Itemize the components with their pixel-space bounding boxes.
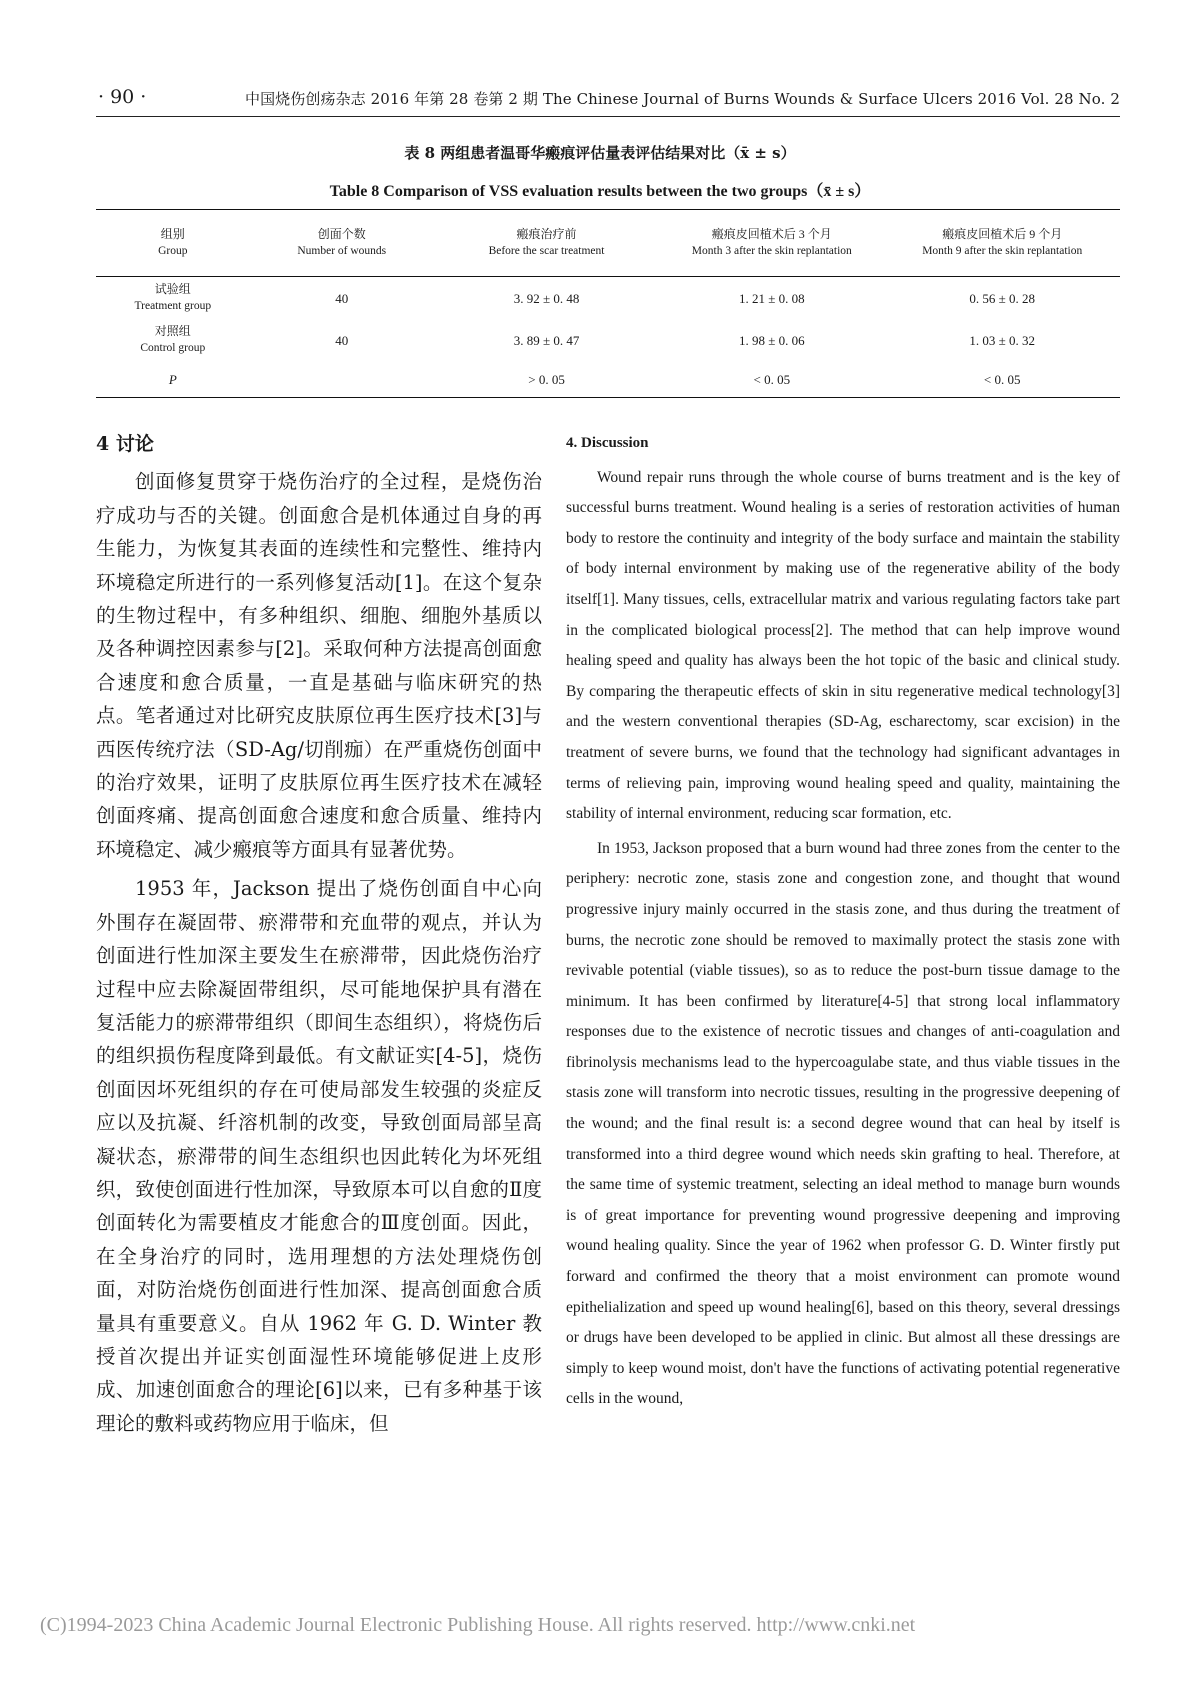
header-rule bbox=[96, 116, 1120, 117]
chinese-column bbox=[96, 428, 542, 1440]
running-header: 中国烧伤创疡杂志 2016 年第 28 卷第 2 期 The Chinese Journal of Burns Wounds & Surface Ulcers 2016 Vol. 28 No. 2 bbox=[244, 90, 1120, 108]
paragraph-zh-2: 1953 年，Jackson 提出了烧伤创面自中心向外围存在凝固带、瘀滞带和充血带的观点，并认为创面进行性加深主要发生在瘀滞带，因此烧伤治疗过程中应去除凝固带组织，尽可能地保护具有潜在复活能力的瘀滞带组织（即间生态组织），将烧伤后的组织损伤程度降到最低。有文献证实[4-5]，烧伤创面因坏死组织的存在可使局部发生较强的炎症反应以及抗凝、纤溶机制的改变，导致创面局部呈高凝状态，瘀滞带的间生态组织也因此转化为坏死组织，致使创面进行性加深，导致原本可以自愈的Ⅱ度创面转化为需要植皮才能愈合的Ⅲ度创面。因此，在全身治疗的同时，选用理想的方法处理烧伤创面，对防治烧伤创面进行性加深、提高创面愈合质量具有重要意义。自从 1962 年 G. D. Winter 教授首次提出并证实创面湿性环境能够促进上皮形成、加速创面愈合的理论[6]以来，已有多种基于该理论的敷料或药物应用于临床，但 bbox=[96, 877, 542, 1435]
cell-before: > 0. 05 bbox=[434, 361, 659, 398]
cell-month3: < 0. 05 bbox=[659, 361, 884, 398]
paragraph-zh-1: 创面修复贯穿于烧伤治疗的全过程，是烧伤治疗成功与否的关键。创面愈合是机体通过自身的再生能力，为恢复其表面的连续性和完整性、维持内环境稳定所进行的一系列修复活动[1]。在这个复杂的生物过程中，有多种组织、细胞、细胞外基质以及各种调控因素参与[2]。采取何种方法提高创面愈合速度和愈合质量，一直是基础与临床研究的热点。笔者通过对比研究皮肤原位再生医疗技术[3]与西医传统疗法（SD-Ag/切削痂）在严重烧伤创面中的治疗效果，证明了皮肤原位再生医疗技术在减轻创面疼痛、提高创面愈合速度和愈合质量、维持内环境稳定、减少瘢痕等方面具有显著优势。 bbox=[96, 470, 542, 861]
cell-group: 试验组 Treatment group bbox=[134, 282, 212, 312]
cell-group: P bbox=[96, 361, 250, 398]
table-row bbox=[96, 319, 1120, 361]
section-heading-zh: 4 讨论 bbox=[96, 433, 154, 455]
cell-before: 3. 92 ± 0. 48 bbox=[513, 290, 580, 306]
table-row-p-value bbox=[96, 361, 1120, 398]
paragraph-en-1: Wound repair runs through the whole course of burns treatment and is the key of successful burns treatment. Wound healing is a series of restoration activities of human body to restore the continuity and integrity of the body surface and maintain the stability of body internal environment by making use of the regenerative ability of the body itself[1]. Many tissues, cells, extracellular matrix and various regulating factors take part in the complicated biological process[2]. The method that can help improve wound healing speed and quality has always been the hot topic of the basic and clinical study. By comparing the therapeutic effects of skin in situ regenerative medical technology[3] and the western conventional therapies (SD-Ag, escharectomy, scar excision) in the treatment of severe burns, we found that the technology had significant advantages in terms of relieving pain, improving wound healing speed and quality, maintaining the stability of internal environment, reducing scar formation, etc. bbox=[566, 468, 1120, 823]
cell-month3: 1. 98 ± 0. 06 bbox=[738, 332, 805, 348]
cell-wounds bbox=[250, 361, 434, 398]
header-before: 瘢痕治疗前 Before the scar treatment bbox=[434, 210, 659, 277]
page-number: · 90 · bbox=[98, 86, 147, 108]
table-caption-en: Table 8 Comparison of VSS evaluation results between the two groups（x̄ ± s） bbox=[329, 183, 871, 200]
cell-before: 3. 89 ± 0. 47 bbox=[513, 332, 580, 348]
cell-month3: 1. 21 ± 0. 08 bbox=[738, 290, 805, 306]
table-header-row bbox=[96, 210, 1120, 277]
table-caption-zh: 表 8 两组患者温哥华瘢痕评估量表评估结果对比（x̄ ± s） bbox=[404, 144, 796, 162]
table-row bbox=[96, 277, 1120, 320]
header-group: 组别 Group bbox=[96, 210, 250, 277]
cell-group: 对照组 Control group bbox=[140, 324, 206, 354]
header-wounds: 创面个数 Number of wounds bbox=[250, 210, 434, 277]
section-heading-en: 4. Discussion bbox=[566, 435, 649, 451]
english-column bbox=[566, 428, 1120, 1415]
header-month9: 瘢痕皮回植术后 9 个月 Month 9 after the skin replantation bbox=[884, 210, 1120, 277]
paragraph-en-2: In 1953, Jackson proposed that a burn wound had three zones from the center to the periphery: necrotic zone, stasis zone and congestion zone, and thought that wound progressive injury mainly occurred in the stasis zone, and thus during the treatment of burns, the necrotic zone should be removed to maximally protect the stasis zone with revivable potential (viable tissues), so as to reduce the post-burn tissue damage to the minimum. It has been confirmed by literature[4-5] that strong local inflammatory responses due to the existence of necrotic tissues and changes of anti-coagulation and fibrinolysis mechanisms lead to the hypercoagulabe state, and thus viable tissues in the stasis zone will transform into necrotic tissues, resulting in the progressive deepening of the wound; and the final result is: a second degree wound that can heal by itself is transformed into a third degree wound which needs skin grafting to heal. Therefore, at the same time of systemic treatment, selecting an ideal method to manage burn wounds is of great importance for preventing wound progressive deepening and improving wound healing quality. Since the year of 1962 when professor G. D. Winter firstly put forward and confirmed the theory that a moist environment can promote wound epithelialization and speed up wound healing[6], based on this theory, several dressings or drugs have been developed to be applied in clinic. But almost all these dressings are simply to keep wound moist, don't have the functions of activating potential regenerative cells in the wound, bbox=[566, 839, 1120, 1408]
vss-results-table bbox=[96, 209, 1120, 398]
cell-month9: 1. 03 ± 0. 32 bbox=[969, 332, 1036, 348]
header-month3: 瘢痕皮回植术后 3 个月 Month 3 after the skin replantation bbox=[659, 210, 884, 277]
cell-month9: 0. 56 ± 0. 28 bbox=[969, 290, 1036, 306]
cell-wounds: 40 bbox=[335, 332, 349, 348]
copyright-footer: (C)1994-2023 China Academic Journal Electronic Publishing House. All rights reserved. http://www.cnki.net bbox=[40, 1614, 916, 1636]
cell-wounds: 40 bbox=[335, 290, 349, 306]
cell-month9: < 0. 05 bbox=[884, 361, 1120, 398]
